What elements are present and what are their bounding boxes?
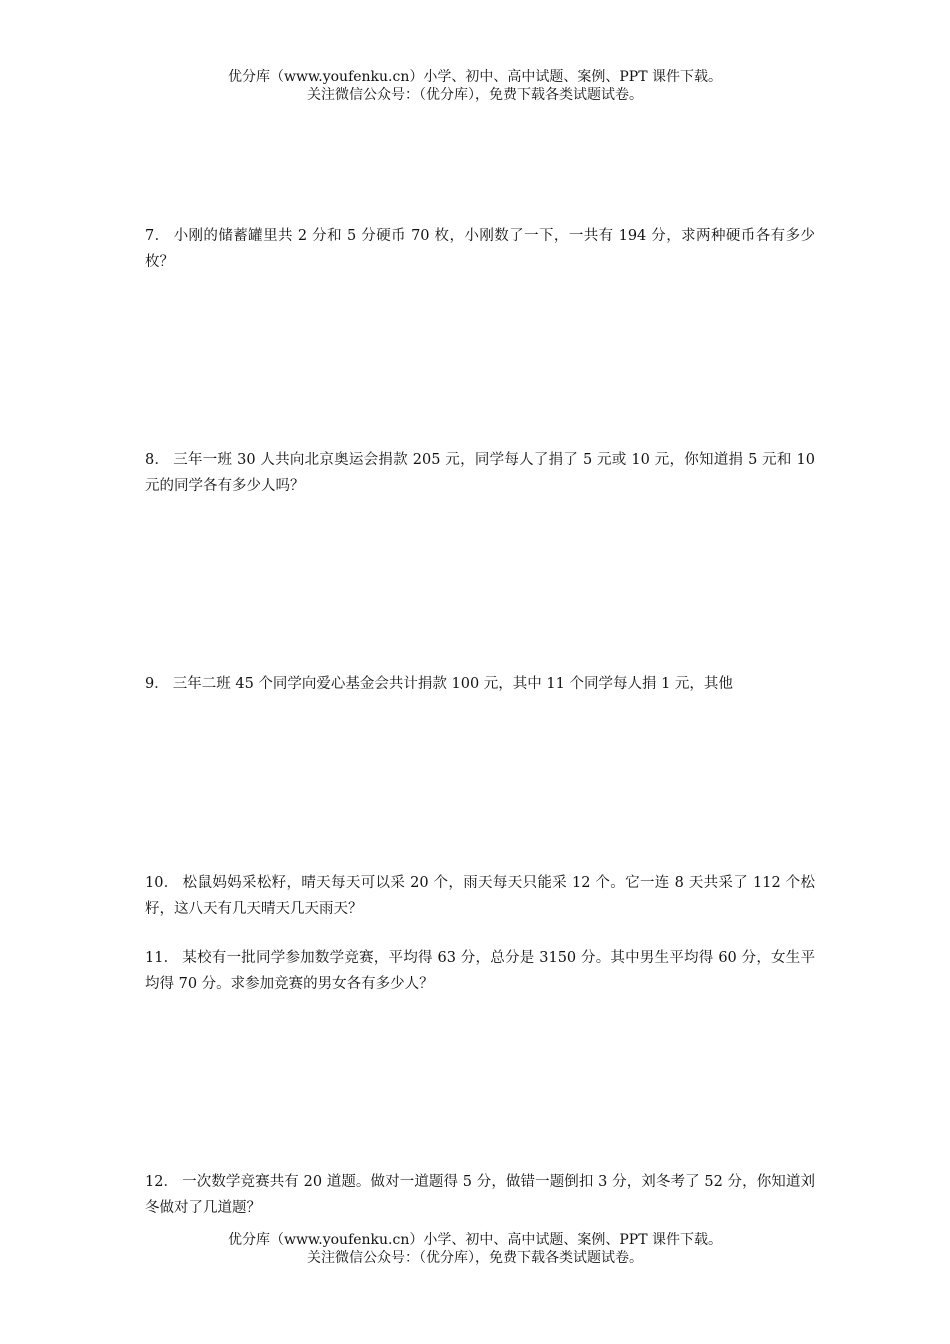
question-10 <box>145 870 815 922</box>
question-text: 三年一班 30 人共向北京奥运会捐款 205 元，同学每人了捐了 5 元或 10 元，你知道捐 5 元和 10 元的同学各有多少人吗？ <box>145 452 815 494</box>
question-9 <box>145 671 815 697</box>
question-number: 8． <box>145 452 170 468</box>
page-header <box>0 68 950 104</box>
question-text: 小刚的储蓄罐里共 2 分和 5 分硬币 70 枚，小刚数了一下，一共有 194 分，求两种硬币各有多少枚？ <box>145 228 815 270</box>
question-7 <box>145 223 815 275</box>
footer-line-2: 关注微信公众号：（优分库），免费下载各类试题试卷。 <box>307 1250 643 1266</box>
question-number: 9． <box>145 676 169 692</box>
footer-line-1: 优分库（www.youfenku.cn）小学、初中、高中试题、案例、PPT 课件下载。 <box>227 1232 722 1248</box>
question-number: 10． <box>145 875 179 891</box>
question-text: 某校有一批同学参加数学竞赛，平均得 63 分，总分是 3150 分。其中男生平均得 60 分，女生平均得 70 分。求参加竞赛的男女各有多少人？ <box>145 950 815 992</box>
page-footer <box>0 1231 950 1267</box>
question-number: 7． <box>145 228 170 244</box>
question-11 <box>145 945 815 997</box>
question-number: 11． <box>145 950 179 966</box>
question-8 <box>145 447 815 499</box>
question-text: 松鼠妈妈采松籽，晴天每天可以采 20 个，雨天每天只能采 12 个。它一连 8 天共采了 112 个松籽，这八天有几天晴天几天雨天？ <box>145 875 815 917</box>
question-text: 一次数学竞赛共有 20 道题。做对一道题得 5 分，做错一题倒扣 3 分，刘冬考了 52 分，你知道刘冬做对了几道题？ <box>145 1174 815 1216</box>
header-line-1: 优分库（www.youfenku.cn）小学、初中、高中试题、案例、PPT 课件下载。 <box>227 69 722 85</box>
question-text: 三年二班 45 个同学向爱心基金会共计捐款 100 元，其中 11 个同学每人捐 1 元，其他 <box>172 676 733 692</box>
question-12 <box>145 1169 815 1221</box>
header-line-2: 关注微信公众号：（优分库），免费下载各类试题试卷。 <box>307 87 643 103</box>
question-number: 12． <box>145 1174 179 1190</box>
